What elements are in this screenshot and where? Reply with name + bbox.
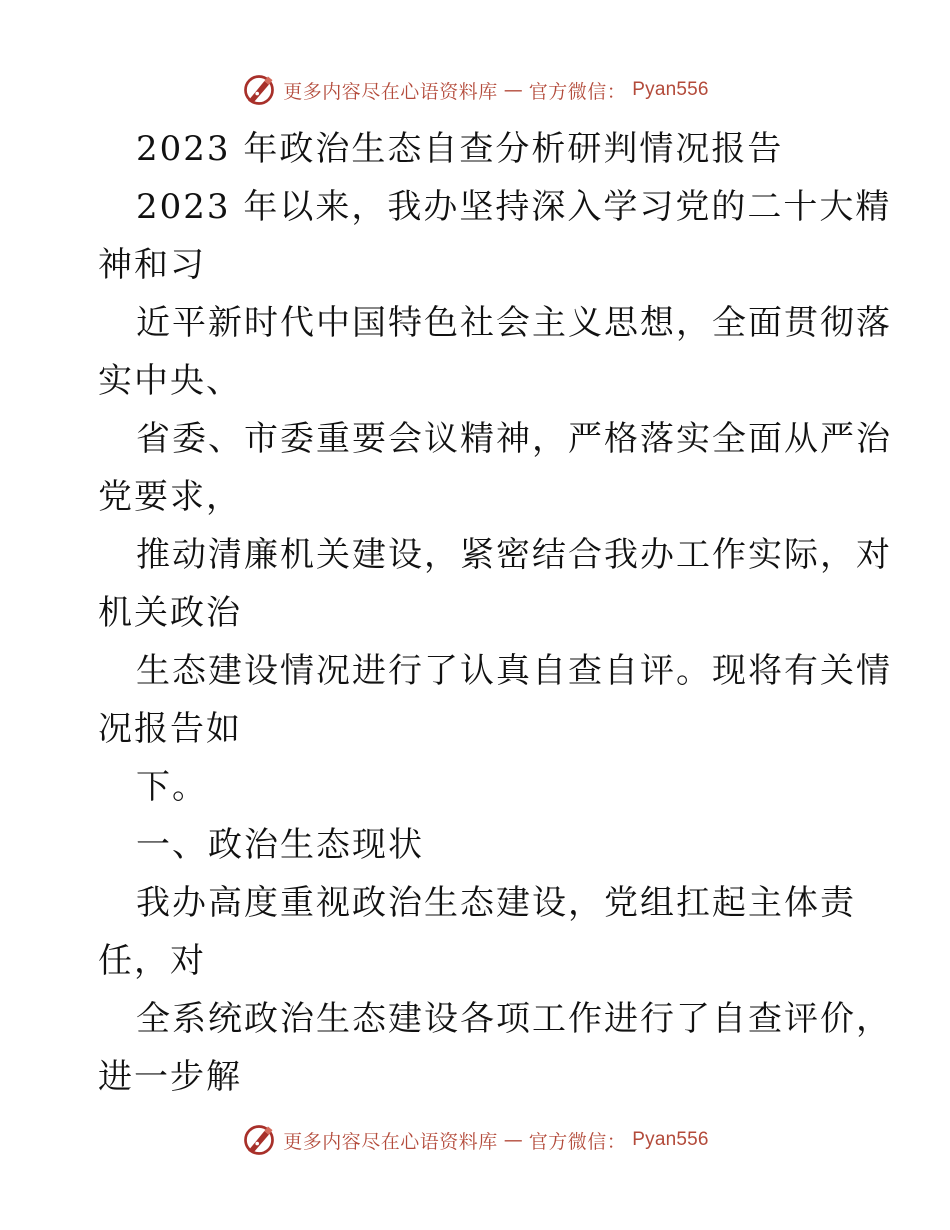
header-banner — [0, 70, 950, 110]
document-title: 2023 年政治生态自查分析研判情况报告 — [136, 129, 784, 169]
paragraph-line: 省委、市委重要会议精神，严格落实全面从严治 — [136, 419, 892, 459]
paragraph-line: 生态建设情况进行了认真自查自评。现将有关情 — [136, 651, 892, 691]
paragraph-line: 机关政治 — [98, 593, 242, 633]
banner-separator: — — [503, 79, 523, 101]
paragraph-line: 党要求， — [98, 477, 242, 517]
section-heading: 一、政治生态现状 — [136, 825, 424, 865]
paragraph-line: 任，对 — [98, 941, 206, 981]
pen-nib-logo-icon — [241, 1122, 277, 1158]
paragraph-line: 2023 年以来，我办坚持深入学习党的二十大精 — [136, 187, 892, 227]
banner-wechat-label: 官方微信： — [528, 1130, 627, 1153]
banner-wechat-label: 官方微信： — [528, 80, 627, 103]
banner-wechat-handle: Pyan556 — [632, 79, 709, 100]
document-body — [98, 120, 892, 1106]
paragraph-line: 我办高度重视政治生态建设，党组扛起主体责 — [136, 883, 856, 923]
pen-nib-logo-icon — [241, 72, 277, 108]
paragraph-line: 推动清廉机关建设，紧密结合我办工作实际，对 — [136, 535, 892, 575]
paragraph-line: 实中央、 — [98, 361, 242, 401]
paragraph-line: 全系统政治生态建设各项工作进行了自查评价， — [136, 999, 892, 1039]
banner-wechat-handle: Pyan556 — [632, 1129, 709, 1150]
footer-banner — [0, 1120, 950, 1160]
paragraph-line: 况报告如 — [98, 709, 242, 749]
paragraph-line: 近平新时代中国特色社会主义思想，全面贯彻落 — [136, 303, 892, 343]
banner-slogan: 更多内容尽在心语资料库 — [283, 1130, 498, 1153]
banner-separator: — — [503, 1129, 523, 1151]
paragraph-line: 神和习 — [98, 245, 206, 285]
paragraph-line: 下。 — [136, 767, 208, 807]
banner-slogan: 更多内容尽在心语资料库 — [283, 80, 498, 103]
paragraph-line: 进一步解 — [98, 1057, 242, 1097]
